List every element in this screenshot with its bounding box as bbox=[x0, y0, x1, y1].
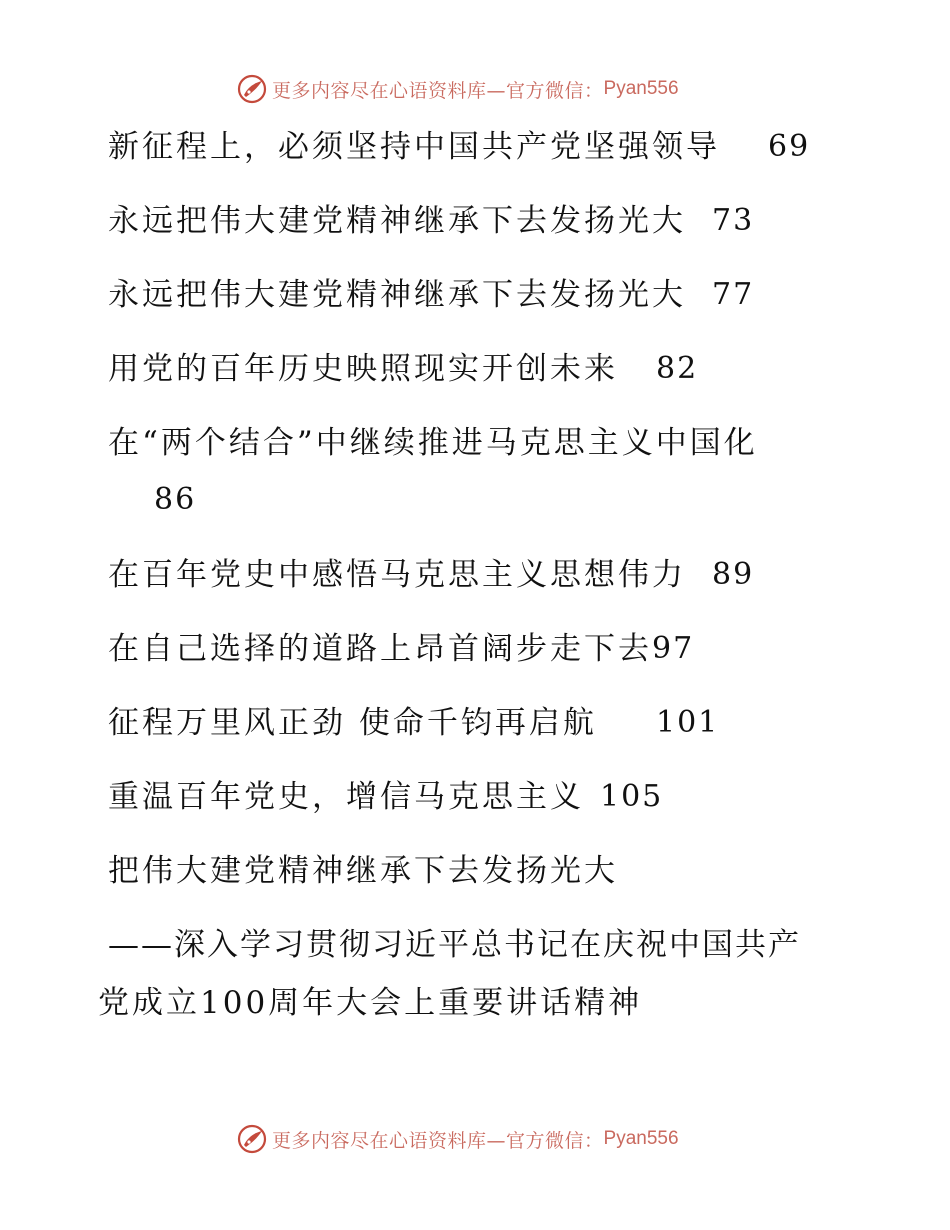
pen-logo-icon bbox=[236, 1123, 268, 1155]
toc-entry-2-page: 73 bbox=[712, 203, 755, 238]
toc-entry-7-title: 在自己选择的道路上昂首阔步走下去 bbox=[108, 631, 652, 667]
toc-entry-10-title: 把伟大建党精神继承下去发扬光大 bbox=[108, 853, 618, 889]
toc-subtitle-line-2: 党成立100周年大会上重要讲话精神 bbox=[98, 985, 643, 1021]
watermark-wechat-id: Pyan556 bbox=[603, 1128, 679, 1149]
toc-entry-1-title: 新征程上，必须坚持中国共产党坚强领导 bbox=[108, 129, 720, 165]
watermark-wechat-id: Pyan556 bbox=[603, 78, 679, 99]
watermark-text: 更多内容尽在心语资料库—官方微信： bbox=[272, 79, 604, 102]
toc-entry-3-page: 77 bbox=[712, 277, 755, 312]
toc-entry-2-title: 永远把伟大建党精神继承下去发扬光大 bbox=[108, 203, 686, 239]
toc-entry-6-title: 在百年党史中感悟马克思主义思想伟力 bbox=[108, 557, 686, 593]
toc-subtitle-line-1: ——深入学习贯彻习近平总书记在庆祝中国共产 bbox=[108, 927, 801, 963]
toc-entry-3-title: 永远把伟大建党精神继承下去发扬光大 bbox=[108, 277, 686, 313]
toc-entry-1-page: 69 bbox=[768, 129, 811, 164]
watermark-text: 更多内容尽在心语资料库—官方微信： bbox=[272, 1129, 604, 1152]
toc-entry-7-page: 97 bbox=[652, 631, 695, 666]
toc-entry-8-title: 征程万里风正劲 使命千钧再启航 bbox=[108, 705, 597, 741]
toc-entry-9-title: 重温百年党史，增信马克思主义 bbox=[108, 779, 584, 815]
toc-entry-4-page: 82 bbox=[656, 351, 699, 386]
toc-entry-4-title: 用党的百年历史映照现实开创未来 bbox=[108, 351, 618, 387]
toc-entry-5-title: 在“两个结合”中继续推进马克思主义中国化 bbox=[108, 425, 758, 461]
toc-entry-9-page: 105 bbox=[600, 779, 664, 814]
footer-watermark bbox=[236, 1122, 679, 1156]
toc-entry-6-page: 89 bbox=[712, 557, 755, 592]
toc-entry-8-page: 101 bbox=[656, 705, 720, 740]
toc-entry-5-page: 86 bbox=[154, 482, 197, 517]
